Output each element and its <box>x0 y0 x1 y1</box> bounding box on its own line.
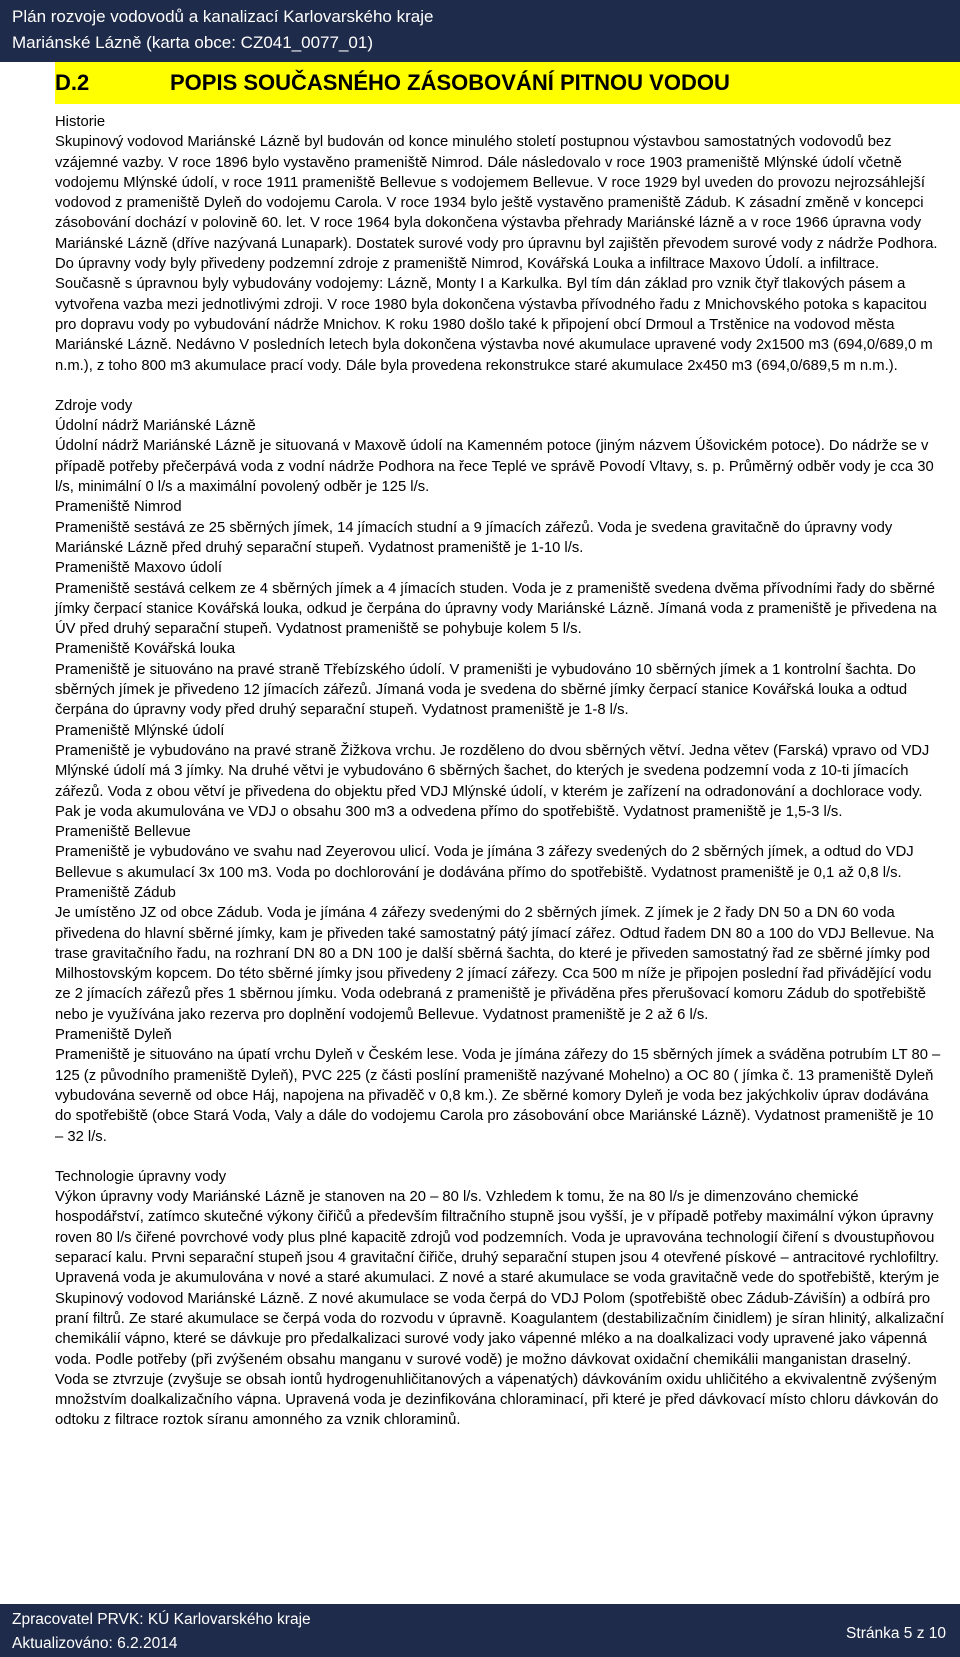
footer-info <box>12 1608 311 1656</box>
source-name: Prameniště Bellevue <box>55 824 191 841</box>
section-title: POPIS SOUČASNÉHO ZÁSOBOVÁNÍ PITNOU VODOU <box>170 70 730 95</box>
section-heading-band <box>55 62 960 104</box>
page-number: Stránka 5 z 10 <box>846 1625 946 1642</box>
source-name: Prameniště Nimrod <box>55 499 182 516</box>
source-text: Je umístěno JZ od obce Zádub. Voda je jímána 4 zářezy svedenými do 2 sběrných jímek. Z jímek je 2 řady DN 50 a DN 60 voda přivedena do hlavní sběrné jímky, kam je přiveden také samostatný pátý jímací zářez. Odtud řadem DN 80 a 100 do VDJ Bellevue. Na trase gravitačního řadu, na rozhraní DN 80 a DN 100 je další sběrná šachta, do které je přiveden samostatný řad ze sběrné jímky pod Milhostovským kopcem. Do této sběrné jímky jsou přivedeny 2 jímací zářezy. Cca 500 m níže je připojen poslední řad přivádějící vodu ze 2 jímacích zářezů přes 1 sběrnou jímku. Voda odebraná z prameniště je přiváděna přes přerušovací komoru Zádub do spotřebiště nebo je využívána jako rezerva pro doplnění vodojemů Bellevue. Vydatnost prameniště je 2 až 6 l/s. <box>55 905 934 1023</box>
source-name: Prameniště Zádub <box>55 884 176 901</box>
technologie-paragraph: Upravená voda je akumulována v nové a staré akumulaci. Z nové a staré akumulace se voda gravitačně vede do spotřebiště, kterým je Skupinový vodovod Mariánské Lázně. Z nové akumulace se voda čerpá do VDJ Polom (spotřebiště obec Zádub-Závišín) a odbírá pro praní filtrů. Ze staré akumulace se čerpá voda do rozvodu v úpravně. Koagulantem (destabilizačním činidlem) je síran hlinitý, alkalizační chemikálií vápno, které se dávkuje pro předalkalizaci surové vody jako vápenné mléko a na doalkalizaci vody upravené jako vápenná voda. Podle potřeby (při zvýšeném obsahu manganu v surové vodě) je možno dávkovat oxidační chemikálii manganistan draselný. Voda se ztvrzuje (zvyšuje se obsah iontů hydrogenuhličitanových a vápenatých) dávkováním oxidu uhličitého a ekvivalentně zvýšeným množstvím doalkalizačního vápna. Upravená voda je dezinfikována chloraminací, při které je před dávkovací místo chloru dávkován do odtoku z filtrace roztok síranu amonného za vznik chloraminů. <box>55 1270 945 1429</box>
source-text: Údolní nádrž Mariánské Lázně je situovaná v Maxově údolí na Kamenném potoce (jiným názvem Úšovickém potoce). Do nádrže se v případě potřeby přečerpává voda z vodní nádrže Podhora na řece Teplé ve správě Povodí Vltavy, s. p. Průměrný odběr vody je cca 30 l/s, minimální 0 l/s a maximální povolený odběr je 125 l/s. <box>55 438 934 496</box>
spacer <box>55 1147 945 1167</box>
historie-text: Skupinový vodovod Mariánské Lázně byl budován od konce minulého století postupnou výstavbou samostatných vodovodů bez vzájemné vazby. V roce 1896 bylo vystavěno prameniště Nimrod. Dále následovalo v roce 1903 prameniště Mlýnské údolí včetně vodojemu Mlýnské údolí, v roce 1911 prameniště Bellevue s vodojemem Bellevue. V roce 1929 byl uveden do provozu nejrozsáhlejší vodovod z prameniště Dyleň do vodojemu Carola. V roce 1934 bylo ještě vystavěno prameniště Zádub. K zásadní změně v koncepci zásobování dochází v polovině 60. let. V roce 1964 byla dokončena výstavba přehrady Mariánské lázně a v roce 1966 úpravna vody Mariánské Lázně (dříve nazývaná Lunapark). Dostatek surové vody pro úpravnu byl zajištěn převodem surové vody z nádrže Podhora. Do úpravny vody byly přivedeny podzemní zdroje z prameniště Nimrod, Kovářská Louka a infiltrace Maxovo Údolí. a infiltrace. Současně s úpravnou byly vybudovány vodojemy: Lázně, Monty I a Karkulka. Byl tím dán základ pro vznik čtyř tlakových pásem a vytvořena vazba mezi jednotlivými zdroji. V roce 1980 byla dokončena výstavba přívodného řadu z Mnichovského potoka s kapacitou pro dopravu vody po vybudování nádrže Mnichov. K roku 1980 došlo také k připojení obcí Drmoul a Trstěnice na vodovod města Mariánské Lázně. Nedávno V posledních letech byla dokončena výstavba nové akumulace upravené vody 2x1500 m3 (694,0/689,0 m n.m.), z toho 800 m3 akumulace prací vody. Dále byla provedena rekonstrukce staré akumulace 2x450 m3 (694,0/689,5 m n.m.). <box>55 134 938 374</box>
zdroje-heading: Zdroje vody <box>55 397 133 414</box>
source-name: Prameniště Kovářská louka <box>55 641 236 658</box>
spacer <box>55 376 945 396</box>
header-title: Plán rozvoje vodovodů a kanalizací Karlovarského kraje <box>12 7 434 26</box>
source-text: Prameniště je vybudováno ve svahu nad Zeyerovou ulicí. Voda je jímána 3 zářezy svedených do 2 sběrných jímek, a odtud do VDJ Bellevue s akumulací 3x 100 m3. Voda po dochlorování je dodávána přímo do spotřebiště. Vydatnost prameniště je 0,1 až 0,8 l/s. <box>55 844 914 881</box>
source-text: Prameniště sestává celkem ze 4 sběrných jímek a 4 jímacích studen. Voda je z prameniště svedena dvěma přívodními řady do sběrné jímky čerpací stanice Kovářská louka, odkud je čerpána do úpravny vody Mariánské Lázně. Jímaná voda z prameniště je přivedena na ÚV před druhý separační stupeň. Vydatnost prameniště se pohybuje kolem 5 l/s. <box>55 580 937 638</box>
source-text: Prameniště sestává ze 25 sběrných jímek, 14 jímacích studní a 9 jímacích zářezů. Voda je svedena gravitačně do úpravny vody Mariánské Lázně před druhý separační stupeň. Vydatnost prameniště je 1-10 l/s. <box>55 519 893 556</box>
document-body <box>55 112 945 1431</box>
source-text: Prameniště je situováno na pravé straně Třebízského údolí. V prameništi je vybudováno 10 sběrných jímek a 1 kontrolní šachta. Do sběrných jímek je přivedeno 12 jímacích zářezů. Jímaná voda je svedena do sběrné jímky čerpací stanice Kovářská louka a odtud čerpána do úpravny vody před druhý separační stupeň. Vydatnost prameniště je 1-8 l/s. <box>55 661 916 719</box>
technologie-heading: Technologie úpravny vody <box>55 1168 227 1185</box>
historie-heading: Historie <box>55 114 106 130</box>
section-number: D.2 <box>55 70 90 95</box>
source-name: Prameniště Mlýnské údolí <box>55 722 225 739</box>
header-subtitle: Mariánské Lázně (karta obce: CZ041_0077_01) <box>12 33 373 52</box>
technologie-paragraph: Výkon úpravny vody Mariánské Lázně je stanoven na 20 – 80 l/s. Vzhledem k tomu, že na 80 l/s je dimenzováno chemické hospodářství, zatímco skutečné výkony čiřičů a především filtračního stupně jsou vyšší, je v případě potřeby maximální výkon úpravny roven 80 l/s čiřené povrchové vody plus plné kapacitě zdrojů vod podzemních. Voda je upravována technologií čiření s dvoustupňovou separací kalu. Prvni separační stupeň jsou 4 gravitační čiřiče, druhý separační stupen jsou 4 otevřené pískové – antracitové rychlofiltry. <box>55 1189 939 1267</box>
source-text: Prameniště je situováno na úpatí vrchu Dyleň v Českém lese. Voda je jímána zářezy do 15 sběrných jímek a sváděna potrubím LT 80 – 125 (z původního prameniště Dyleň), PVC 225 (z části poslíní prameniště nazývané Mohelno) a OC 80 ( jímka č. 13 prameniště Dyleň vybudována severně od obce Háj, napojena na přivaděč v 0,8 km.). Ze sběrné komory Dyleň je voda bez jakýchkoliv úprav dodávána do spotřebiště (obce Stará Voda, Valy a dále do vodojemu Carola pro zásobování obce Mariánské Lázně). Vydatnost prameniště je 10 – 32 l/s. <box>55 1047 941 1145</box>
footer-updated: Aktualizováno: 6.2.2014 <box>12 1635 178 1652</box>
page-footer <box>0 1604 960 1657</box>
page-header <box>0 0 960 62</box>
source-name: Prameniště Dyleň <box>55 1027 172 1044</box>
source-name: Prameniště Maxovo údolí <box>55 560 222 577</box>
source-text: Prameniště je vybudováno na pravé straně Žižkova vrchu. Je rozděleno do dvou sběrných větví. Jedna větev (Farská) vpravo od VDJ Mlýnské údolí má 3 jímky. Na druhé větvi je vybudováno 6 sběrných šachet, do kterých je svedena podzemní voda z 10-ti jímacích zářezů. Voda z obou větví je přivedena do objektu před VDJ Mlýnské údolí, v kterém je zařízení na odradonování a dochlorace vody. Pak je voda akumulována ve VDJ o obsahu 300 m3 a odvedena přímo do spotřebiště. Vydatnost prameniště je 1,5-3 l/s. <box>55 742 930 820</box>
source-name: Údolní nádrž Mariánské Lázně <box>55 418 256 435</box>
footer-author: Zpracovatel PRVK: KÚ Karlovarského kraje <box>12 1611 311 1628</box>
